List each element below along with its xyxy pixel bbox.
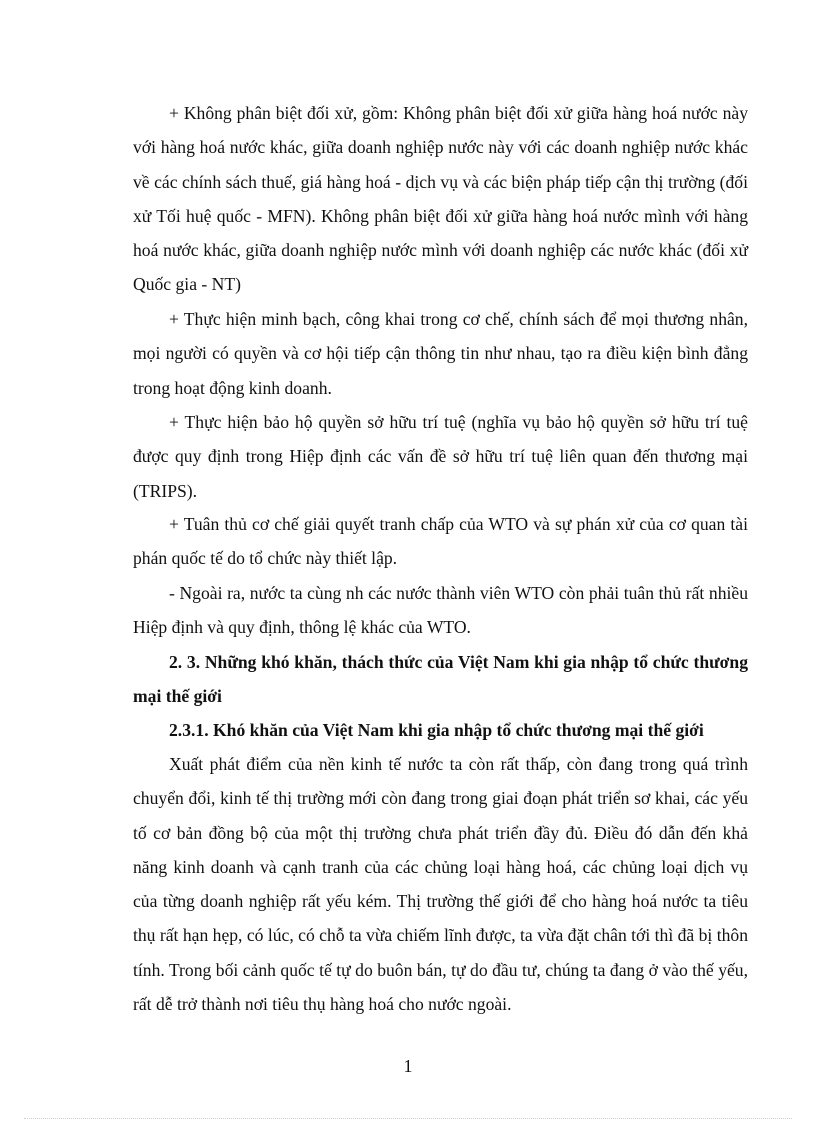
paragraph-other-agreements: - Ngoài ra, nước ta cùng nh các nước thành viên WTO còn phải tuân thủ rất nhiều Hiệp định và quy định, thông lệ khác của WTO.	[133, 583, 748, 638]
page-number: 1	[403, 1056, 413, 1076]
page-bottom-divider	[24, 1118, 792, 1119]
paragraph-difficulties: Xuất phát điểm của nền kinh tế nước ta còn rất thấp, còn đang trong quá trình chuyển đổi, kinh tế thị trường mới còn đang trong giai đoạn phát triển sơ khai, các yếu tố cơ bản đồng bộ của một thị trường chưa phát triển đầy đủ. Điều đó dẫn đến khả năng kinh doanh và cạnh tranh của các chủng loại hàng hoá, các chủng loại dịch vụ của từng doanh nghiệp rất yếu kém. Thị trường thế giới để cho hàng hoá nước ta tiêu thụ rất hạn hẹp, có lúc, có chỗ ta vừa chiếm lĩnh được, ta vừa đặt chân tới thì đã bị thôn tính. Trong bối cảnh quốc tế tự do buôn bán, tự do đầu tư, chúng ta đang ở vào thế yếu, rất dễ trở thành nơi tiêu thụ hàng hoá cho nước ngoài.	[133, 754, 748, 1015]
paragraph-non-discrimination: + Không phân biệt đối xử, gồm: Không phân biệt đối xử giữa hàng hoá nước này với hàng hoá nước khác, giữa doanh nghiệp nước này với các doanh nghiệp nước khác về các chính sách thuế, giá hàng hoá - dịch vụ và các biện pháp tiếp cận thị trường (đối xử Tối huệ quốc - MFN). Không phân biệt đối xử giữa hàng hoá nước mình với hàng hoá nước khác, giữa doanh nghiệp nước mình với doanh nghiệp các nước khác (đối xử Quốc gia - NT)	[133, 103, 748, 295]
section-heading: 2. 3. Những khó khăn, thách thức của Việt Nam khi gia nhập tổ chức thương mại thế giới	[133, 652, 748, 707]
paragraph-dispute-settlement: + Tuân thủ cơ chế giải quyết tranh chấp của WTO và sự phán xử của cơ quan tài phán quốc tế do tổ chức này thiết lập.	[133, 514, 748, 569]
paragraph-transparency: + Thực hiện minh bạch, công khai trong cơ chế, chính sách để mọi thương nhân, mọi người có quyền và cơ hội tiếp cận thông tin như nhau, tạo ra điều kiện bình đẳng trong hoạt động kinh doanh.	[133, 309, 748, 398]
subsection-heading: 2.3.1. Khó khăn của Việt Nam khi gia nhập tổ chức thương mại thế giới	[169, 720, 704, 740]
paragraph-intellectual-property: + Thực hiện bảo hộ quyền sở hữu trí tuệ (nghĩa vụ bảo hộ quyền sở hữu trí tuệ được quy định trong Hiệp định các vấn đề sở hữu trí tuệ liên quan đến thương mại (TRIPS).	[133, 412, 748, 501]
